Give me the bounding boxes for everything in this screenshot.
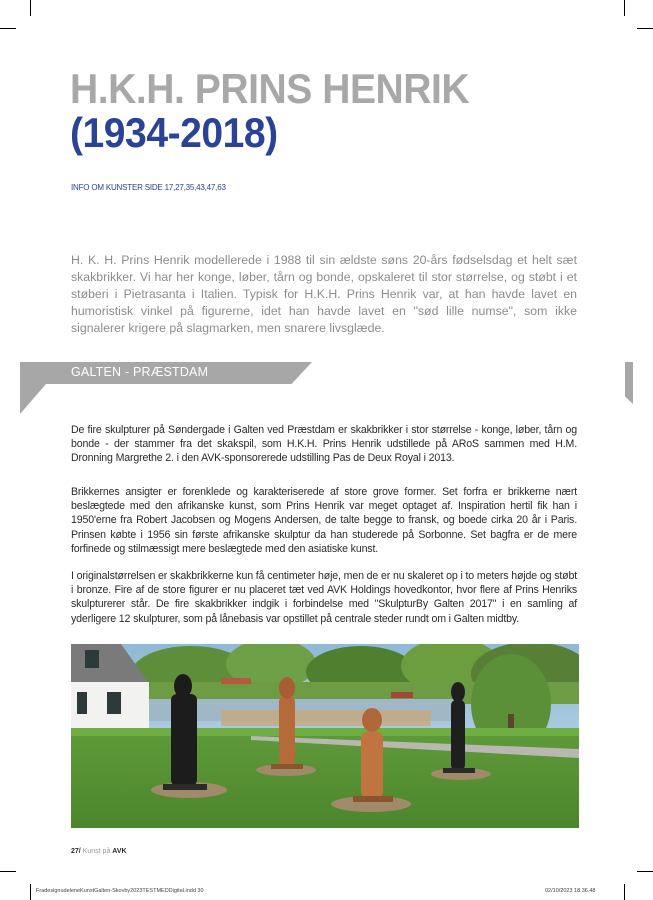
page-edge-tab (625, 362, 633, 404)
crop-mark (637, 28, 653, 29)
print-slug-filename: FradesignudeleneKunstGalten-Skovby2023TESTMEDDigital.indd 30 (36, 888, 204, 894)
print-slug-timestamp: 02/10/2023 18.36.48 (545, 888, 596, 894)
body-paragraph-3: I originalstørrelsen er skakbrikkerne kun få centimeter høje, men de er nu skaleret op i to meters højde og støbt i bronze. Fire af de store figurer er nu placeret tæt ved AVK Holdings hovedkontor, hvor flere af Prins Henriks skulpturerer står. De fire skakbrikker indgik i forbindelse med "SkulpturBy Galten 2017" i en samling af yderligere 12 skulpturer, som på lånebasis var opstillet på centrale steder rundt om i Galten midtby. (71, 570, 577, 625)
page-number: 27 (71, 848, 79, 855)
crop-mark (30, 884, 31, 900)
crop-mark (624, 0, 625, 16)
body-paragraph-2: Brikkernes ansigter er forenklede og karakteriserede af store grove former. Set forfra er brikkerne nært beslægtede med den afrikanske kunst, som Prins Henrik var meget optaget af. Inspiration hertil fik han i 1950'erne fra Robert Jacobsen og Mogens Andersen, de talte begge to fransk, og boede cirka 20 år i Paris. Prinsen købte i 1956 sin første afrikanske skulptur da han studerede på Sorbonne. Set bagfra er de mere forfinede og stilmæssigt mere beslægtede med den asiatiske kunst. (71, 486, 577, 555)
crop-mark (0, 871, 16, 872)
sculpture-photo-illustration (71, 644, 579, 828)
sculpture-photo (71, 644, 579, 828)
artist-info-reference: INFO OM KUNSTER SIDE 17,27,35,43,47,63 (71, 183, 226, 192)
page-title: H.K.H. PRINS HENRIK (70, 65, 470, 112)
crop-mark (624, 884, 625, 900)
crop-mark (637, 871, 653, 872)
crop-mark (0, 28, 16, 29)
footer-separator: / (78, 848, 81, 855)
section-banner-tail (20, 384, 46, 414)
footer-brand: AVK (112, 848, 127, 855)
intro-paragraph: H. K. H. Prins Henrik modellerede i 1988 til sin ældste søns 20-års fødselsdag et helt sæt skakbrikker. Vi har her konge, løber, tårn og bonde, opskaleret til stor størrelse, og støbt i et støberi i Pietrasanta i Italien. Typisk for H.K.H. Prins Henrik var, at han havde lavet en humoristisk vinkel på figurerne, idet han havde lavet en "sød lille numse", som ikke signalerer krigere på slagmarken, men snarere livsglæde. (71, 253, 577, 335)
body-paragraph-1: De fire skulpturer på Søndergade i Galten ved Præstdam er skakbrikker i stor størrelse - konge, løber, tårn og bonde - der stammer fra det skakspil, som H.K.H. Prins Henrik udstillede på ARoS sammen med H.M. Dronning Margrethe 2. i den AVK-sponsorerede udstilling Pas de Deux Royal i 2013. (71, 424, 577, 465)
page-footer (71, 848, 127, 855)
page-title-years: (1934-2018) (70, 109, 278, 156)
crop-mark (30, 0, 31, 16)
footer-section-name: Kunst på (82, 848, 111, 855)
section-banner-label: GALTEN - PRÆSTDAM (71, 365, 209, 379)
